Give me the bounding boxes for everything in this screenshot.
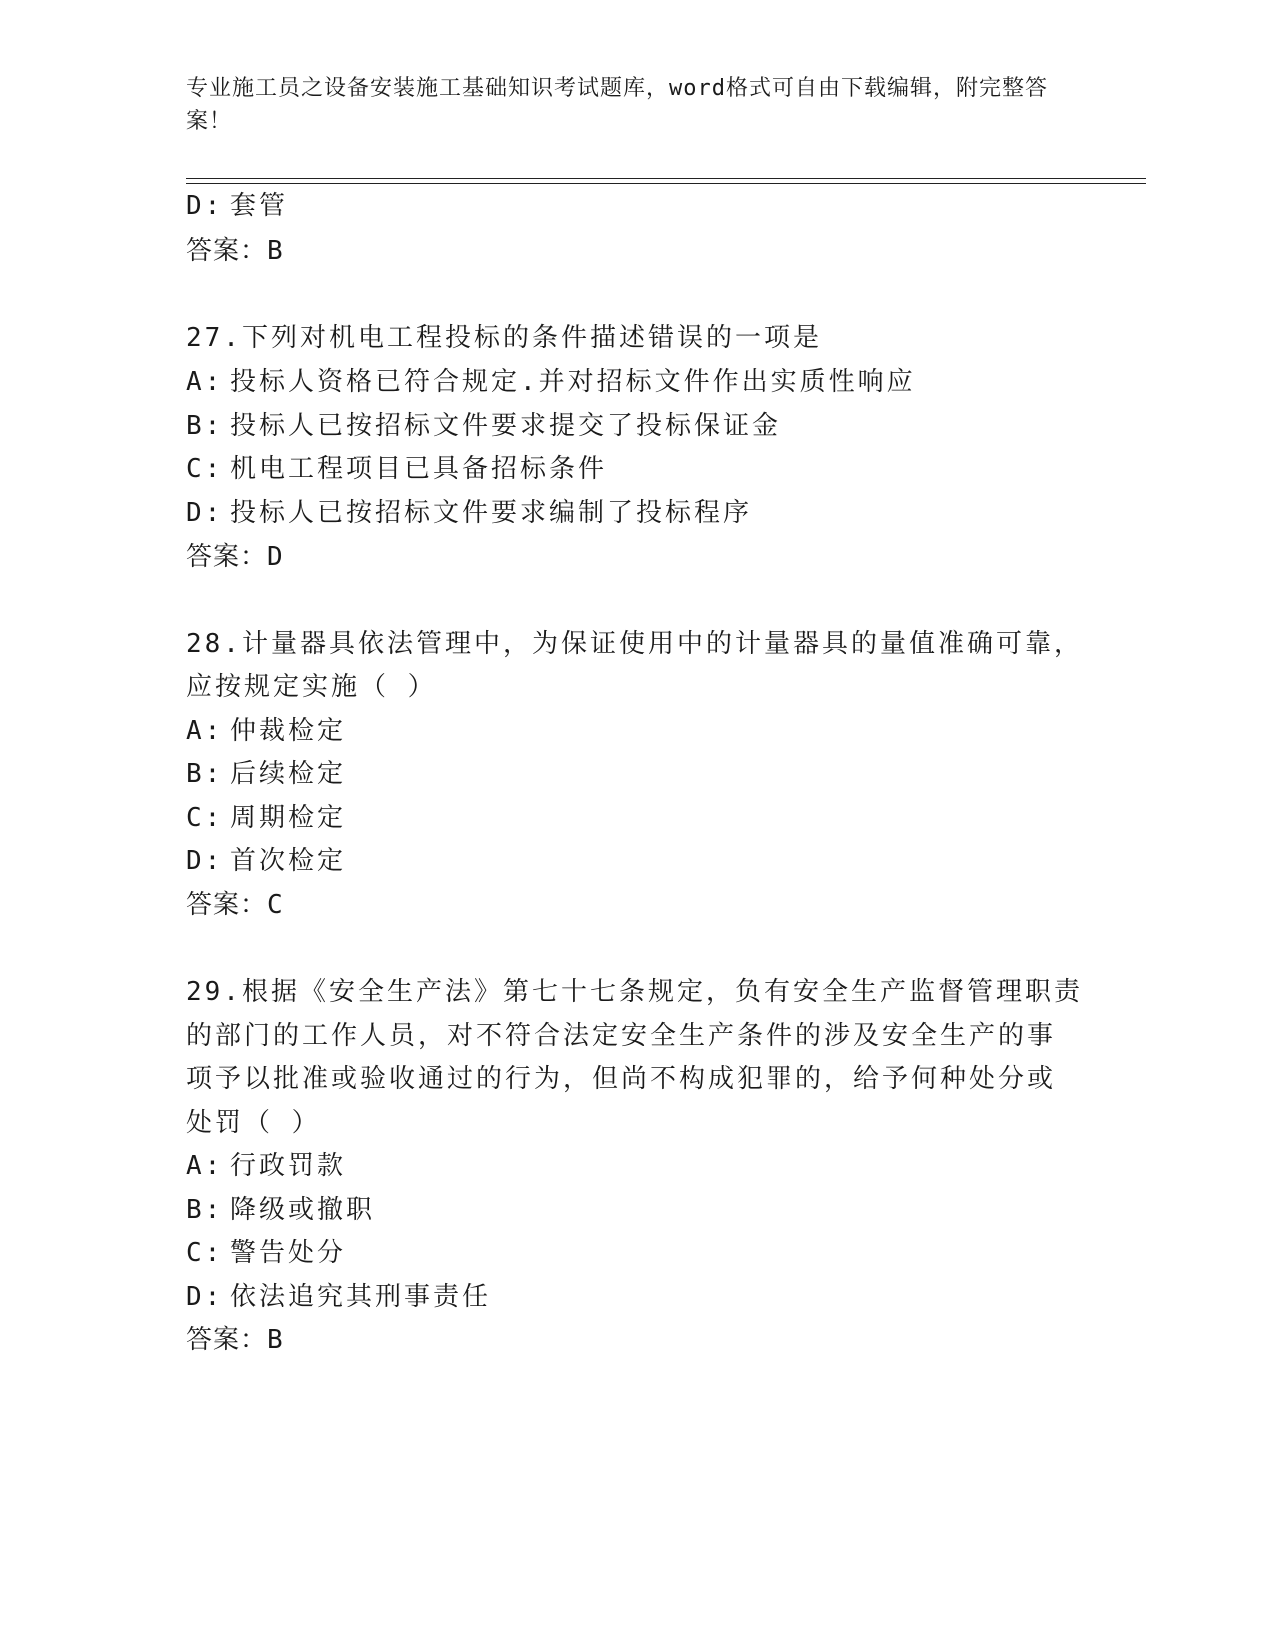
option-key: B: — [186, 759, 224, 789]
q29-stem-line2: 的部门的工作人员，对不符合法定安全生产条件的涉及安全生产的事 — [186, 1021, 1057, 1051]
option-text: 机电工程项目已具备招标条件 — [230, 454, 608, 484]
q28-option-a — [186, 715, 346, 747]
option-key: C: — [186, 1238, 224, 1268]
document-header: 专业施工员之设备安装施工基础知识考试题库，word格式可自由下载编辑，附完整答案！ — [186, 76, 1048, 134]
option-key: C: — [186, 803, 224, 833]
q29-stem-line4: 处罚（ ） — [186, 1108, 321, 1138]
option-key: A: — [186, 716, 224, 746]
option-key: B: — [186, 411, 224, 441]
option-key: D: — [186, 191, 224, 221]
q29-answer: 答案：B — [186, 1325, 284, 1355]
q27-option-b — [186, 410, 781, 442]
q27-option-c — [186, 453, 607, 485]
q28-option-d — [186, 845, 346, 877]
option-text: 后续检定 — [230, 759, 347, 789]
option-text: 警告处分 — [230, 1238, 347, 1268]
option-key: A: — [186, 367, 224, 397]
option-text: 周期检定 — [230, 803, 347, 833]
option-text: 投标人已按招标文件要求提交了投标保证金 — [230, 411, 782, 441]
option-text: 投标人已按招标文件要求编制了投标程序 — [230, 498, 753, 528]
option-text: 降级或撤职 — [230, 1195, 376, 1225]
option-text: 套管 — [230, 191, 289, 221]
q27-option-a — [186, 366, 916, 398]
q29-option-b — [186, 1194, 375, 1226]
q28-stem-line1: 28.计量器具依法管理中，为保证使用中的计量器具的量值准确可靠， — [186, 629, 1083, 659]
q29-option-d — [186, 1281, 491, 1313]
option-key: D: — [186, 846, 224, 876]
q29-stem-line3: 项予以批准或验收通过的行为，但尚不构成犯罪的，给予何种处分或 — [186, 1064, 1057, 1094]
header-divider-bottom — [186, 183, 1146, 184]
q28-stem-line2: 应按规定实施（ ） — [186, 672, 437, 702]
option-key: D: — [186, 498, 224, 528]
option-key: B: — [186, 1195, 224, 1225]
option-text: 行政罚款 — [230, 1151, 347, 1181]
q28-answer: 答案：C — [186, 890, 284, 920]
prev-option-d — [186, 190, 288, 222]
q27-stem: 27.下列对机电工程投标的条件描述错误的一项是 — [186, 323, 822, 353]
option-key: C: — [186, 454, 224, 484]
q27-option-d — [186, 497, 752, 529]
q29-stem-line1: 29.根据《安全生产法》第七十七条规定，负有安全生产监督管理职责 — [186, 977, 1083, 1007]
q28-option-c — [186, 802, 346, 834]
q29-option-a — [186, 1150, 346, 1182]
option-text: 投标人资格已符合规定.并对招标文件作出实质性响应 — [230, 367, 916, 397]
prev-answer: 答案：B — [186, 236, 284, 266]
option-key: A: — [186, 1151, 224, 1181]
option-text: 首次检定 — [230, 846, 347, 876]
q28-option-b — [186, 758, 346, 790]
option-text: 依法追究其刑事责任 — [230, 1282, 492, 1312]
header-divider-top — [186, 178, 1146, 179]
option-text: 仲裁检定 — [230, 716, 347, 746]
q29-option-c — [186, 1237, 346, 1269]
q27-answer: 答案：D — [186, 542, 284, 572]
option-key: D: — [186, 1282, 224, 1312]
